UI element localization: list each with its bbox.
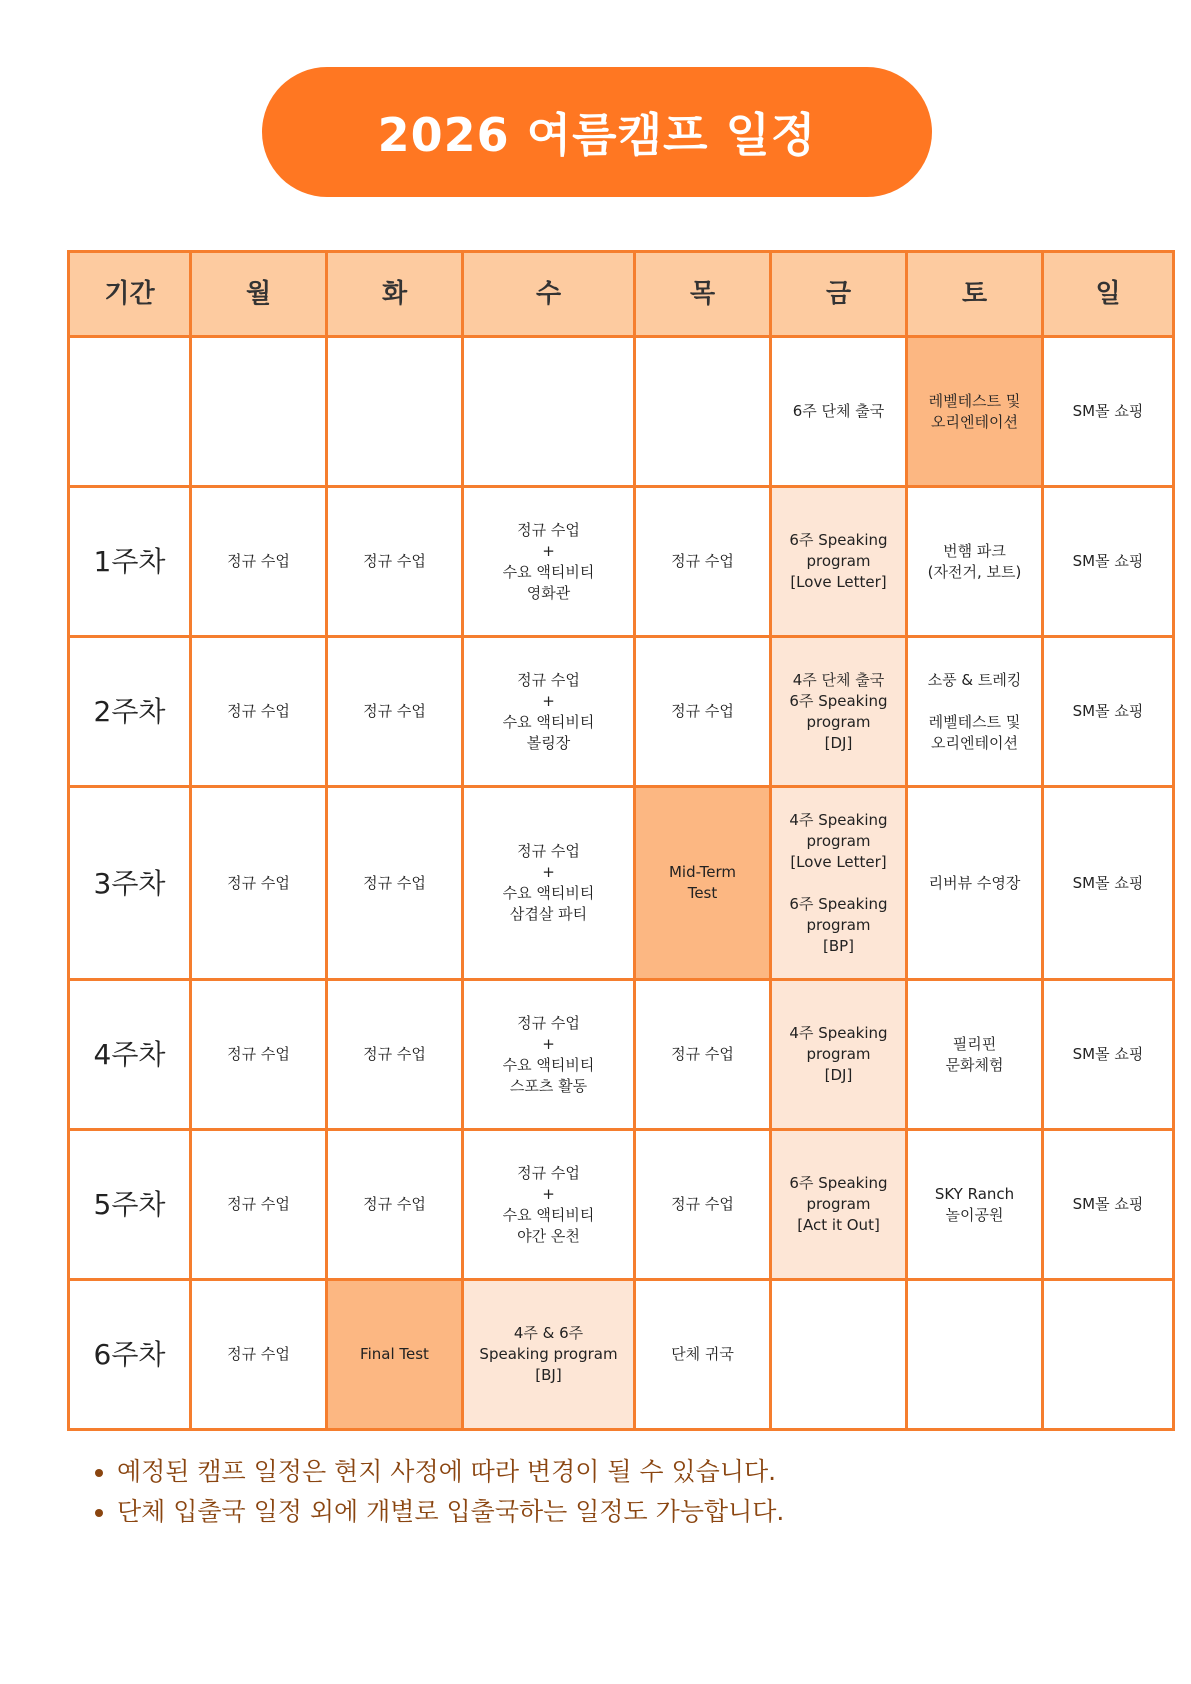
schedule-cell: 정규 수업 (191, 1130, 327, 1280)
schedule-cell: 정규 수업 + 수요 액티비티 영화관 (463, 487, 635, 637)
schedule-cell: SM몰 쇼핑 (1043, 980, 1174, 1130)
table-row (69, 487, 1174, 637)
schedule-cell: 정규 수업 (635, 980, 771, 1130)
header-mon: 월 (191, 252, 327, 337)
schedule-cell: 정규 수업 (327, 1130, 463, 1280)
schedule-cell: SM몰 쇼핑 (1043, 637, 1174, 787)
schedule-cell: 정규 수업 (191, 637, 327, 787)
schedule-cell: 정규 수업 (191, 980, 327, 1130)
header-fri: 금 (771, 252, 907, 337)
note-item: • 예정된 캠프 일정은 현지 사정에 따라 변경이 될 수 있습니다. (117, 1452, 784, 1492)
schedule-cell: 정규 수업 (635, 1130, 771, 1280)
table-row (69, 1280, 1174, 1430)
schedule-cell: 정규 수업 (191, 787, 327, 980)
period-cell: 2주차 (69, 637, 191, 787)
header-row (69, 252, 1174, 337)
schedule-cell: 레벨테스트 및 오리엔테이션 (907, 337, 1043, 487)
schedule-cell: SKY Ranch 놀이공원 (907, 1130, 1043, 1280)
period-cell: 3주차 (69, 787, 191, 980)
table-row (69, 637, 1174, 787)
page-title: 2026 여름캠프 일정 (262, 67, 932, 197)
schedule-cell: 6주 단체 출국 (771, 337, 907, 487)
schedule-cell: 번햄 파크 (자전거, 보트) (907, 487, 1043, 637)
schedule-cell: 정규 수업 (191, 487, 327, 637)
schedule-cell: 4주 Speaking program [DJ] (771, 980, 907, 1130)
header-tue: 화 (327, 252, 463, 337)
schedule-cell: SM몰 쇼핑 (1043, 487, 1174, 637)
schedule-cell: 정규 수업 (327, 787, 463, 980)
schedule-cell: 정규 수업 (327, 980, 463, 1130)
schedule-cell: 4주 & 6주 Speaking program [BJ] (463, 1280, 635, 1430)
header-sat: 토 (907, 252, 1043, 337)
schedule-cell: 정규 수업 + 수요 액티비티 삼겹살 파티 (463, 787, 635, 980)
period-cell (69, 337, 191, 487)
table-row (69, 980, 1174, 1130)
schedule-cell: 리버뷰 수영장 (907, 787, 1043, 980)
schedule-cell: 6주 Speaking program [Act it Out] (771, 1130, 907, 1280)
schedule-cell: 단체 귀국 (635, 1280, 771, 1430)
period-cell: 6주차 (69, 1280, 191, 1430)
header-wed: 수 (463, 252, 635, 337)
schedule-cell (771, 1280, 907, 1430)
schedule-cell: 4주 Speaking program [Love Letter] 6주 Speaking program [BP] (771, 787, 907, 980)
schedule-cell (191, 337, 327, 487)
schedule-cell: 정규 수업 (635, 637, 771, 787)
schedule-cell: 정규 수업 (191, 1280, 327, 1430)
schedule-cell: 정규 수업 (327, 637, 463, 787)
period-cell: 1주차 (69, 487, 191, 637)
schedule-cell: 소풍 & 트레킹 레벨테스트 및 오리엔테이션 (907, 637, 1043, 787)
header-period: 기간 (69, 252, 191, 337)
schedule-table (67, 250, 1175, 1431)
schedule-cell (1043, 1280, 1174, 1430)
schedule-cell: 필리핀 문화체험 (907, 980, 1043, 1130)
schedule-cell: 정규 수업 (327, 487, 463, 637)
schedule-cell: 정규 수업 + 수요 액티비티 스포츠 활동 (463, 980, 635, 1130)
schedule-cell: 정규 수업 + 수요 액티비티 야간 온천 (463, 1130, 635, 1280)
schedule-cell (907, 1280, 1043, 1430)
header-sun: 일 (1043, 252, 1174, 337)
schedule-cell: Final Test (327, 1280, 463, 1430)
period-cell: 4주차 (69, 980, 191, 1130)
notes-list (85, 1452, 784, 1532)
schedule-cell (635, 337, 771, 487)
schedule-cell: 정규 수업 + 수요 액티비티 볼링장 (463, 637, 635, 787)
schedule-cell: SM몰 쇼핑 (1043, 787, 1174, 980)
schedule-cell: SM몰 쇼핑 (1043, 337, 1174, 487)
schedule-cell: 4주 단체 출국 6주 Speaking program [DJ] (771, 637, 907, 787)
note-item: • 단체 입출국 일정 외에 개별로 입출국하는 일정도 가능합니다. (117, 1492, 784, 1532)
schedule-cell (327, 337, 463, 487)
period-cell: 5주차 (69, 1130, 191, 1280)
header-thu: 목 (635, 252, 771, 337)
table-row (69, 337, 1174, 487)
schedule-cell: SM몰 쇼핑 (1043, 1130, 1174, 1280)
schedule-cell: 6주 Speaking program [Love Letter] (771, 487, 907, 637)
table-row (69, 1130, 1174, 1280)
schedule-cell: 정규 수업 (635, 487, 771, 637)
schedule-cell (463, 337, 635, 487)
schedule-cell: Mid-Term Test (635, 787, 771, 980)
table-row (69, 787, 1174, 980)
